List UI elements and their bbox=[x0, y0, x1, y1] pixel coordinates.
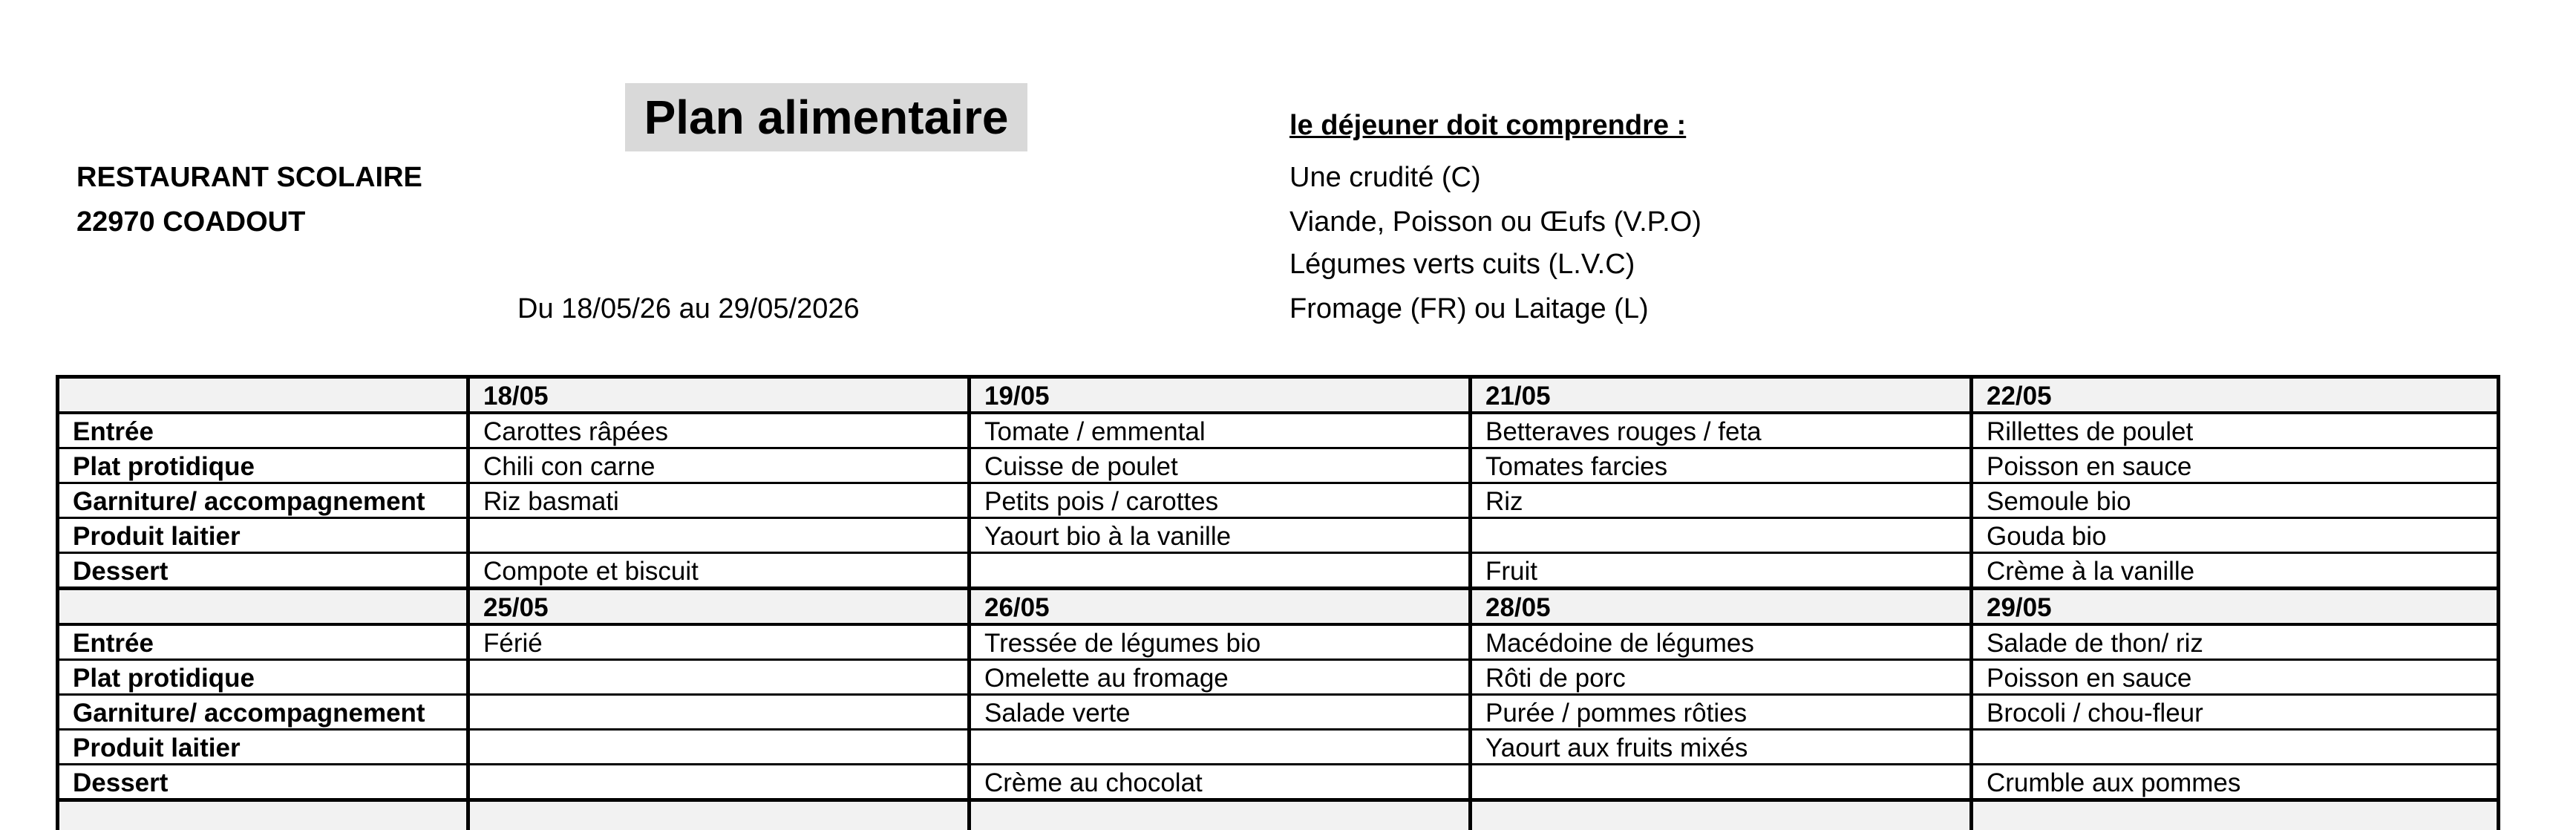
menu-cell: Brocoli / chou-fleur bbox=[1972, 695, 2499, 730]
row-label: Garniture/ accompagnement bbox=[58, 483, 468, 518]
row-label: Entrée bbox=[58, 413, 468, 448]
date-header-empty bbox=[58, 377, 468, 414]
menu-cell: Rillettes de poulet bbox=[1972, 413, 2499, 448]
menu-cell: Omelette au fromage bbox=[970, 660, 1471, 695]
menu-cell: Riz basmati bbox=[468, 483, 970, 518]
menu-cell: Betteraves rouges / feta bbox=[1471, 413, 1972, 448]
menu-cell: Férié bbox=[468, 624, 970, 660]
date-cell: 22/05 bbox=[1972, 377, 2499, 414]
menu-cell bbox=[1471, 518, 1972, 553]
menu-row-laitier bbox=[58, 730, 2499, 765]
menu-period: Du 18/05/26 au 29/05/2026 bbox=[517, 292, 860, 326]
menu-cell: Riz bbox=[1471, 483, 1972, 518]
menu-cell: Crème à la vanille bbox=[1972, 553, 2499, 589]
restaurant-location: 22970 COADOUT bbox=[76, 205, 305, 239]
menu-cell bbox=[1471, 765, 1972, 800]
menu-cell bbox=[970, 730, 1471, 765]
menu-cell: Carottes râpées bbox=[468, 413, 970, 448]
row-label: Produit laitier bbox=[58, 730, 468, 765]
menu-cell: Tomate / emmental bbox=[970, 413, 1471, 448]
date-cell: 19/05 bbox=[970, 377, 1471, 414]
menu-cell: Macédoine de légumes bbox=[1471, 624, 1972, 660]
menu-cell: Tressée de légumes bio bbox=[970, 624, 1471, 660]
menu-cell bbox=[468, 518, 970, 553]
menu-cell: Yaourt bio à la vanille bbox=[970, 518, 1471, 553]
row-label: Dessert bbox=[58, 765, 468, 800]
menu-cell bbox=[1972, 730, 2499, 765]
menu-cell: Poisson en sauce bbox=[1972, 448, 2499, 483]
menu-cell: Crème au chocolat bbox=[970, 765, 1471, 800]
menu-cell: Fruit bbox=[1471, 553, 1972, 589]
menu-cell: Rôti de porc bbox=[1471, 660, 1972, 695]
menu-row-dessert bbox=[58, 553, 2499, 589]
menu-cell: Salade de thon/ riz bbox=[1972, 624, 2499, 660]
date-cell: 18/05 bbox=[468, 377, 970, 414]
requirement-item: Viande, Poisson ou Œufs (V.P.O) bbox=[1289, 205, 1701, 239]
menu-row-entree bbox=[58, 624, 2499, 660]
requirements-heading: le déjeuner doit comprendre : bbox=[1289, 108, 1686, 143]
date-cell: 25/05 bbox=[468, 589, 970, 625]
menu-cell bbox=[468, 730, 970, 765]
page-title: Plan alimentaire bbox=[625, 83, 1027, 151]
footer-cell bbox=[468, 800, 970, 830]
row-label: Produit laitier bbox=[58, 518, 468, 553]
menu-cell: Poisson en sauce bbox=[1972, 660, 2499, 695]
menu-table bbox=[56, 375, 2500, 830]
menu-cell: Salade verte bbox=[970, 695, 1471, 730]
menu-cell: Yaourt aux fruits mixés bbox=[1471, 730, 1972, 765]
requirement-item: Une crudité (C) bbox=[1289, 160, 1481, 195]
menu-cell bbox=[468, 695, 970, 730]
menu-row-plat bbox=[58, 660, 2499, 695]
restaurant-name: RESTAURANT SCOLAIRE bbox=[76, 160, 422, 195]
footer-cell bbox=[1972, 800, 2499, 830]
menu-row-garniture bbox=[58, 483, 2499, 518]
date-header-empty bbox=[58, 589, 468, 625]
menu-cell: Semoule bio bbox=[1972, 483, 2499, 518]
menu-row-laitier bbox=[58, 518, 2499, 553]
table-footer-row bbox=[58, 800, 2499, 830]
menu-cell: Tomates farcies bbox=[1471, 448, 1972, 483]
row-label: Garniture/ accompagnement bbox=[58, 695, 468, 730]
date-header-row bbox=[58, 377, 2499, 414]
requirement-item: Légumes verts cuits (L.V.C) bbox=[1289, 247, 1635, 281]
date-cell: 28/05 bbox=[1471, 589, 1972, 625]
date-header-row bbox=[58, 589, 2499, 625]
date-cell: 29/05 bbox=[1972, 589, 2499, 625]
requirement-item: Fromage (FR) ou Laitage (L) bbox=[1289, 292, 1649, 326]
menu-cell: Crumble aux pommes bbox=[1972, 765, 2499, 800]
date-cell: 26/05 bbox=[970, 589, 1471, 625]
menu-cell: Chili con carne bbox=[468, 448, 970, 483]
menu-cell: Compote et biscuit bbox=[468, 553, 970, 589]
menu-cell bbox=[468, 765, 970, 800]
menu-cell: Petits pois / carottes bbox=[970, 483, 1471, 518]
footer-cell bbox=[58, 800, 468, 830]
menu-row-dessert bbox=[58, 765, 2499, 800]
menu-cell: Gouda bio bbox=[1972, 518, 2499, 553]
menu-cell: Cuisse de poulet bbox=[970, 448, 1471, 483]
menu-row-plat bbox=[58, 448, 2499, 483]
menu-row-entree bbox=[58, 413, 2499, 448]
row-label: Dessert bbox=[58, 553, 468, 589]
row-label: Plat protidique bbox=[58, 660, 468, 695]
menu-row-garniture bbox=[58, 695, 2499, 730]
row-label: Plat protidique bbox=[58, 448, 468, 483]
footer-cell bbox=[970, 800, 1471, 830]
menu-cell bbox=[970, 553, 1471, 589]
row-label: Entrée bbox=[58, 624, 468, 660]
date-cell: 21/05 bbox=[1471, 377, 1972, 414]
footer-cell bbox=[1471, 800, 1972, 830]
menu-cell: Purée / pommes rôties bbox=[1471, 695, 1972, 730]
menu-cell bbox=[468, 660, 970, 695]
